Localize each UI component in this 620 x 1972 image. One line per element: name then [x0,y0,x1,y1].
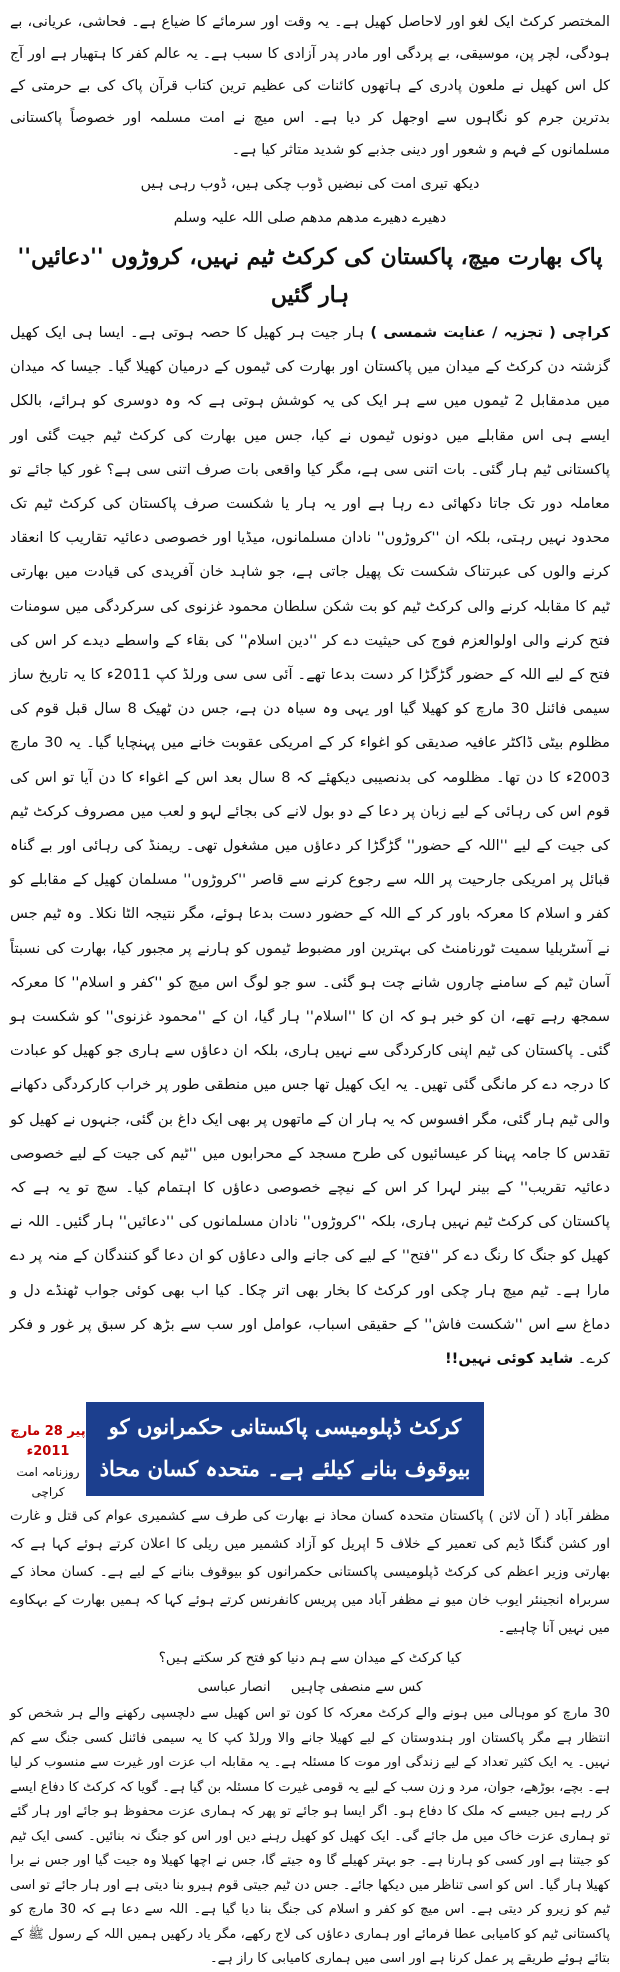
question-heading: کیا کرکٹ کے میدان سے ہم دنیا کو فتح کر سکتے ہیں؟ [158,1650,462,1667]
article-headline: پاک بھارت میچ، پاکستان کی کرکٹ ٹیم نہیں، کروڑوں ''دعائیں'' ہار گئیں [17,244,603,308]
poem-part-b: انصار عباسی [197,1679,271,1696]
news-headline-box: کرکٹ ڈپلومیسی پاکستانی حکمرانوں کو بیوقوف بنانے کیلئے ہے۔ متحدہ کسان محاذ [86,1402,484,1496]
article-section [10,316,610,1376]
article-body-paragraph [10,316,610,1376]
second-article-body: 30 مارچ کو موہالی میں ہونے والے کرکٹ معرکہ کا کون تو اس کھیل سے دلچسپی رکھنے والے ہر شخص کو انتظار ہے مگر پاکستان اور ہندوستان کے لیے کھیلا جانے والا ورلڈ کپ کا یہ سیمی فائنل کسی جنگ سے کم نہیں۔ یہ ایک کثیر تعداد کے لیے زندگی اور موت کا مسئلہ ہے۔ یہ مقابلہ اب عزت اور غیرت سے منسوب کر لیا ہے۔ بچے، بوڑھے، جوان، مرد و زن سب کے لیے یہ قومی غیرت کا مسئلہ بن گیا ہے۔ گویا کہ کرکٹ کا دفاع ایسے کر رہے ہیں جیسے کہ ملک کا دفاع ہو۔ اگر ایسا ہو جائے تو پھر کہ ہماری عزت محفوظ ہو جائے اور ہار گئے تو ہماری عزت خاک میں مل جائے گی۔ ایک کھیل کو کھیل رہنے دیں اور اس کو جنگ نہ بنائیں۔ کسی ایک ٹیم کو جیتنا ہے اور کسی کو ہارنا ہے۔ جو بہتر کھیلے گا وہ جیتے گا، جس نے اچھا کھیلا وہ جیت گیا اور جس نے برا کھیلا ہار گیا۔ اس کو اسی تناظر میں دیکھا جائے۔ جس دن ٹیم جیتی قوم ہیرو بنا دیتی ہے اور ہار جائے تو اسی ٹیم کو زیرو کر دیتی ہے۔ اس میچ کو کفر و اسلام کی جنگ بنا دیا گیا ہے۔ اللہ سے دعا ہے کہ 30 مارچ کو پاکستانی ٹیم کو کامیابی عطا فرمائے اور ہماری دعاؤں کی لاج رکھے، مگر یاد رکھیں ہمیں اللہ کے رسول ﷺ کے بتائے ہوئے طریقے پر عمل کرنا ہے اور اسی میں ہماری کامیابی کا راز ہے۔ [10,1706,610,1967]
news-date: پیر 28 مارچ 2011ء [10,1424,86,1460]
article-body-text: ہار جیت ہر کھیل کا حصہ ہوتی ہے۔ ایسا ہی ایک کھیل گزشتہ دن کرکٹ کے میدان میں پاکستان اور بھارت کی ٹیموں کے درمیان کھیلا گیا۔ جیسا کہ میدان میں مدمقابل 2 ٹیموں میں سے ہر ایک کی یہ کوشش ہوتی ہے کہ وہ دوسری کو ہرائے، بالکل ایسے ہی اس مقابلے میں دونوں ٹیموں نے کیا، جس میں بھارت کی کرکٹ ٹیم جیت گئی اور پاکستانی ٹیم ہار گئی۔ بات اتنی سی ہے، مگر کیا واقعی بات صرف اتنی سی ہے؟ غور کیا جائے تو معاملہ دور تک جاتا دکھائی دے رہا ہے اور یہ ہار یا شکست صرف پاکستان کی کرکٹ ٹیم تک محدود نہیں رہتی، بلکہ ان ''کروڑوں'' نادان مسلمانوں، میڈیا اور خصوصی دعائیہ تقاریب کا انعقاد کرنے والوں کی عبرتناک شکست تک پھیل جاتی ہے، جو شاہد خان آفریدی کی قیادت میں بھارتی ٹیم کا مقابلہ کرنے والی کرکٹ ٹیم کو بت شکن سلطان محمود غزنوی کی سرکردگی میں سومنات فتح کرنے والی اولوالعزم فوج کی حیثیت دے کر ''دین اسلام'' کی بقاء کے واسطے دیدے کر اس کی فتح کے لیے اللہ کے حضور گڑگڑا کر دست بدعا تھے۔ آئی سی سی ورلڈ کپ 2011ء کا یہ تاریخ ساز سیمی فائنل 30 مارچ کو کھیلا گیا اور یہی وہ سیاہ دن ہے، جس دن ٹھیک 8 سال قبل قوم کی مظلوم بیٹی ڈاکٹر عافیہ صدیقی کو اغواء کر کے امریکی عقوبت خانے میں پہنچایا گیا۔ یہ 30 مارچ 2003ء کا دن تھا۔ مظلومہ کی بدنصیبی دیکھئے کہ 8 سال بعد اس کے اغواء کا دن آیا تو اس کی قوم اس کی رہائی کے لیے زبان پر دعا کے دو بول لانے کی بجائے لہو و لعب میں مصروف کرکٹ ٹیم کی جیت کے لیے ''اللہ کے حضور'' گڑگڑا کر دعاؤں میں مشغول تھی۔ ریمنڈ کی رہائی اور بے گناہ قبائل پر امریکی جارحیت پر اللہ سے رجوع کرنے سے قاصر ''کروڑوں'' مسلمان کھیل کے مقابلے کو کفر و اسلام کا معرکہ باور کر کے اللہ کے حضور دست بدعا ہوئے، مگر نتیجہ الٹا نکلا۔ وہ ٹیم جس نے آسٹریلیا سمیت ٹورنامنٹ کی بہترین اور مضبوط ٹیموں کو ہارنے پر مجبور کیا، بھارت کی نسبتاً آسان ٹیم کے سامنے چاروں شانے چت ہو گئی۔ سو جو لوگ اس میچ کو ''کفر و اسلام'' کا معرکہ سمجھ رہے تھے، ان کو خبر ہو کہ ان کا ''اسلام'' ہار گیا، ان کے ''محمود غزنوی'' کو شکست ہو گئی۔ پاکستان کی ٹیم اپنی کارکردگی سے نہیں ہاری، بلکہ ان دعاؤں سے ہاری جو کھیل کو عبادت کا درجہ دے کر مانگی گئی تھیں۔ یہ ایک کھیل تھا جس میں منطقی طور پر خراب کارکردگی دکھانے والی ٹیم ہار گئی، مگر افسوس کہ یہ ہار ان کے ماتھوں پر بھی ایک داغ بن گئی، جنہوں نے کھیل کو تقدس کا جامہ پہنا کر عیسائیوں کی طرح مسجد کے محرابوں میں ''ٹیم کی جیت کے لیے خصوصی دعائیہ تقریب'' کے بینر لہرا کر اس کے نیچے خصوصی دعاؤں کا اہتمام کیا۔ سچ تو یہ ہے کہ پاکستان کی کرکٹ ٹیم نہیں ہاری، بلکہ ''کروڑوں'' نادان مسلمانوں کی ''دعائیں'' ہار گئیں۔ اللہ نے کھیل کو جنگ کا رنگ دے کر ''فتح'' کے لیے کی جانے والی دعاؤں کو ان دعا گو کنندگان کے منہ پر دے مارا ہے۔ ٹیم میچ ہار چکی اور کرکٹ کا بخار بھی اتر چکا۔ کیا اب بھی کوئی جواب ٹھنڈے دل و دماغ سے اس ''شکست فاش'' کے حقیقی اسباب، عوامل اور سب سے بڑھ کر سبق پر غور و فکر کرے۔ [9,324,611,1368]
article-byline: کراچی ( تجزیہ / عنایت شمسی ) [370,324,611,341]
news-source: روزنامہ امت کراچی [16,1465,80,1500]
news-meta [10,1422,86,1502]
intro-paragraph: المختصر کرکٹ ایک لغو اور لاحاصل کھیل ہے۔ یہ وقت اور سرمائے کا ضیاع ہے۔ فحاشی، عریانی، بے ہودگی، لچر پن، موسیقی، بے پردگی اور مادر پدر آزادی کا سبب ہے۔ یہ عالم کفر کا ہتھیار ہے اور آج کل اس کھیل نے ملعون پادری کے ہاتھوں کائنات کی عظیم ترین کتاب قرآن پاک کی بے حرمتی کے بدترین جرم کو نگاہوں سے اوجھل کر دیا ہے۔ اس میچ نے امت مسلمہ اور خصوصاً پاکستانی مسلمانوں کے فہم و شعور اور دینی جذبے کو شدید متاثر کیا ہے۔ [10,14,610,158]
poem-line [10,1674,610,1700]
news-body: مظفر آباد ( آن لائن ) پاکستان متحدہ کسان محاذ نے بھارت کی طرف سے کشمیری عوام کی قتل و غارت اور کشن گنگا ڈیم کی تعمیر کے خلاف 5 اپریل کو آزاد کشمیر میں ریلی کا اعلان کرتے ہوئے کہا ہے کہ بھارتی وزیر اعظم کی کرکٹ ڈپلومیسی پاکستانی حکمرانوں کو بیوقوف بنانے کے لیے ہے۔ کسان محاذ کے سربراہ انجینئر ایوب خان میو نے مظفر آباد میں پریس کانفرنس کرتے ہوئے کہا کہ ہمیں بھارت کے بہکاوے میں نہیں آنا چاہیے۔ [10,1508,611,1637]
second-article [10,1702,610,1972]
news-section [10,1502,610,1642]
intro-section [10,6,610,234]
article-closing: شاید کوئی نہیں!! [445,1350,574,1368]
poem-part-a: کس سے منصفی چاہیں [290,1679,423,1696]
news-header-row [10,1402,610,1502]
couplet-line-1: دیکھ تیری امت کی نبضیں ڈوب چکی ہیں، ڈوب رہی ہیں [140,176,480,192]
couplet-line-2: دھیرے دھیرے مدھم مدھم صلی اللہ علیہ وسلم [173,210,447,226]
